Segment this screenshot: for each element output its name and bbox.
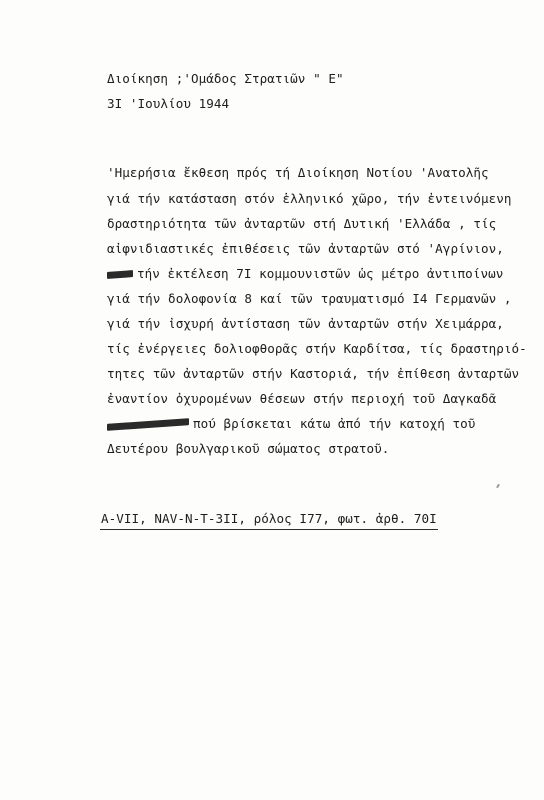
report-line-11-text: πού βρίσκεται κάτω ἀπό τήν κατοχή τοῦ: [193, 416, 476, 431]
redaction-mark: [107, 270, 133, 279]
paper-speck: [496, 484, 500, 488]
report-line-7: γιά τήν ἰσχυρή ἀντίσταση τῶν ἀνταρτῶν στήν Χειμάρρα,: [107, 316, 504, 331]
report-line-8: τίς ἐνέργειες δολιοφθορᾶς στήν Καρδίτσα, τίς δραστηριό-: [107, 341, 527, 356]
report-line-5-text: τήν ἐκτέλεση 7Ι κομμουνιστῶν ὡς μέτρο ἀντιποίνων: [137, 266, 504, 281]
report-line-6: γιά τήν δολοφονία 8 καί τῶν τραυματισμό Ι4 Γερμανῶν ,: [107, 291, 512, 306]
header-date: 3Ι 'Ιουλίου 1944: [107, 96, 230, 111]
report-line-1: 'Ημερήσια ἔκθεση πρός τή Διοίκηση Νοτίου 'Ανατολῆς: [107, 165, 489, 180]
report-line-5: [107, 266, 503, 281]
report-line-9: τητες τῶν ἀνταρτῶν στήν Καστοριά, τήν ἐπίθεση ἀνταρτῶν: [107, 366, 520, 381]
redaction-mark: [107, 418, 189, 431]
archive-reference: A-VII, NAV-N-T-3ΙΙ, ρόλος Ι77, φωτ. ἀρθ. 70Ι: [101, 511, 437, 526]
report-line-2: γιά τήν κατάσταση στόν ἑλληνικό χῶρο, τήν ἐντεινόμενη: [107, 191, 512, 206]
report-line-4: αἰφνιδιαστικές ἐπιθέσεις τῶν ἀνταρτῶν στό 'Αγρίνιον,: [107, 241, 504, 256]
header-command: Διοίκηση ;'Ομάδος Στρατιῶν " Ε": [107, 71, 344, 86]
report-line-12: Δευτέρου βουλγαρικοῦ σώματος στρατοῦ.: [107, 441, 390, 456]
report-line-10: ἐναντίον ὀχυρομένων θέσεων στήν περιοχή τοῦ Δαγκαδᾶ: [107, 391, 497, 406]
report-line-11: [107, 416, 475, 431]
report-line-3: δραστηριότητα τῶν ἀνταρτῶν στή Δυτική 'Ελλάδα , τίς: [107, 216, 497, 231]
reference-underline: [100, 529, 438, 530]
